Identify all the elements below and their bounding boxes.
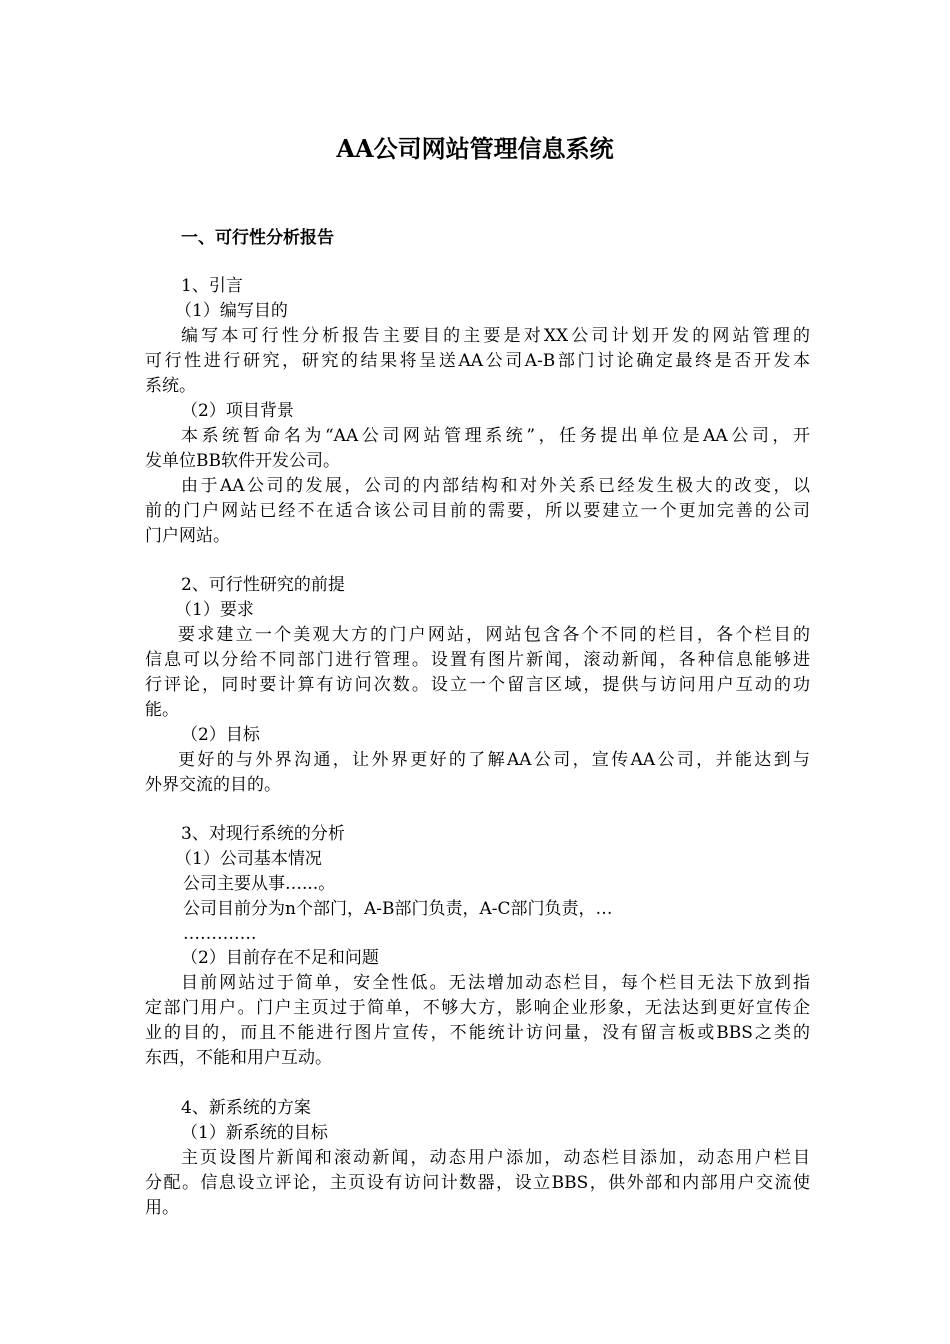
item-heading-writing-purpose: （1）编写目的 [175, 301, 288, 321]
paragraph-line: 门户网站。 [145, 526, 230, 546]
subsection-heading-new-system-plan: 4、新系统的方案 [181, 1098, 311, 1118]
paragraph-line: 编写本可行性分析报告主要目的主要是对XX公司计划开发的网站管理的 [181, 326, 810, 346]
item-heading-project-background: （2）项目背景 [181, 401, 294, 421]
item-heading-requirements: （1）要求 [175, 600, 254, 620]
paragraph-line: 由于AA公司的发展，公司的内部结构和对外关系已经发生极大的改变，以 [181, 476, 810, 496]
paragraph-line: 本系统暂命名为“AA公司网站管理系统”，任务提出单位是AA公司，开 [181, 426, 810, 446]
paragraph-line: 能。 [145, 700, 179, 720]
paragraph-line: 前的门户网站已经不在适合该公司目前的需要，所以要建立一个更加完善的公司 [145, 501, 810, 521]
section-heading-feasibility-report: 一、可行性分析报告 [181, 228, 334, 248]
paragraph-line: 用。 [145, 1198, 179, 1218]
paragraph-line: …………. [183, 924, 257, 944]
paragraph-line: 公司目前分为n个部门，A-B部门负责，A-C部门负责，… [183, 899, 613, 919]
paragraph-line: 公司主要从事…...。 [183, 874, 336, 894]
paragraph-line: 主页设图片新闻和滚动新闻，动态用户添加，动态栏目添加，动态用户栏目 [181, 1148, 810, 1168]
paragraph-line: 业的目的，而且不能进行图片宣传，不能统计访问量，没有留言板或BBS之类的 [145, 1023, 810, 1043]
item-heading-current-problems: （2）目前存在不足和问题 [181, 948, 379, 968]
item-heading-new-system-goals: （1）新系统的目标 [181, 1123, 328, 1143]
paragraph-line: 系统。 [145, 376, 196, 396]
paragraph-line: 东西，不能和用户互动。 [145, 1048, 332, 1068]
paragraph-line: 更好的与外界沟通，让外界更好的了解AA公司，宣传AA公司，并能达到与 [178, 750, 810, 770]
paragraph-line: 分配。信息设立评论，主页设有访问计数器，设立BBS，供外部和内部用户交流使 [145, 1173, 810, 1193]
paragraph-line: 外界交流的目的。 [145, 775, 281, 795]
item-heading-goals: （2）目标 [181, 725, 260, 745]
subsection-heading-current-system-analysis: 3、对现行系统的分析 [181, 824, 345, 844]
paragraph-line: 信息可以分给不同部门进行管理。设置有图片新闻，滚动新闻，各种信息能够进 [145, 650, 810, 670]
subsection-heading-feasibility-premise: 2、可行性研究的前提 [181, 575, 345, 595]
paragraph-line: 目前网站过于简单，安全性低。无法增加动态栏目，每个栏目无法下放到指 [181, 973, 810, 993]
paragraph-line: 定部门用户。门户主页过于简单，不够大方，影响企业形象，无法达到更好宣传企 [145, 998, 810, 1018]
paragraph-line: 可行性进行研究，研究的结果将呈送AA公司A-B部门讨论确定最终是否开发本 [145, 351, 810, 371]
document-title: AA公司网站管理信息系统 [336, 134, 614, 163]
subsection-heading-introduction: 1、引言 [181, 276, 243, 296]
paragraph-line: 发单位BB软件开发公司。 [145, 451, 340, 471]
paragraph-line: 要求建立一个美观大方的门户网站，网站包含各个不同的栏目，各个栏目的 [178, 625, 810, 645]
paragraph-line: 行评论，同时要计算有访问次数。设立一个留言区域，提供与访问用户互动的功 [145, 675, 810, 695]
item-heading-company-overview: （1）公司基本情况 [175, 849, 322, 869]
